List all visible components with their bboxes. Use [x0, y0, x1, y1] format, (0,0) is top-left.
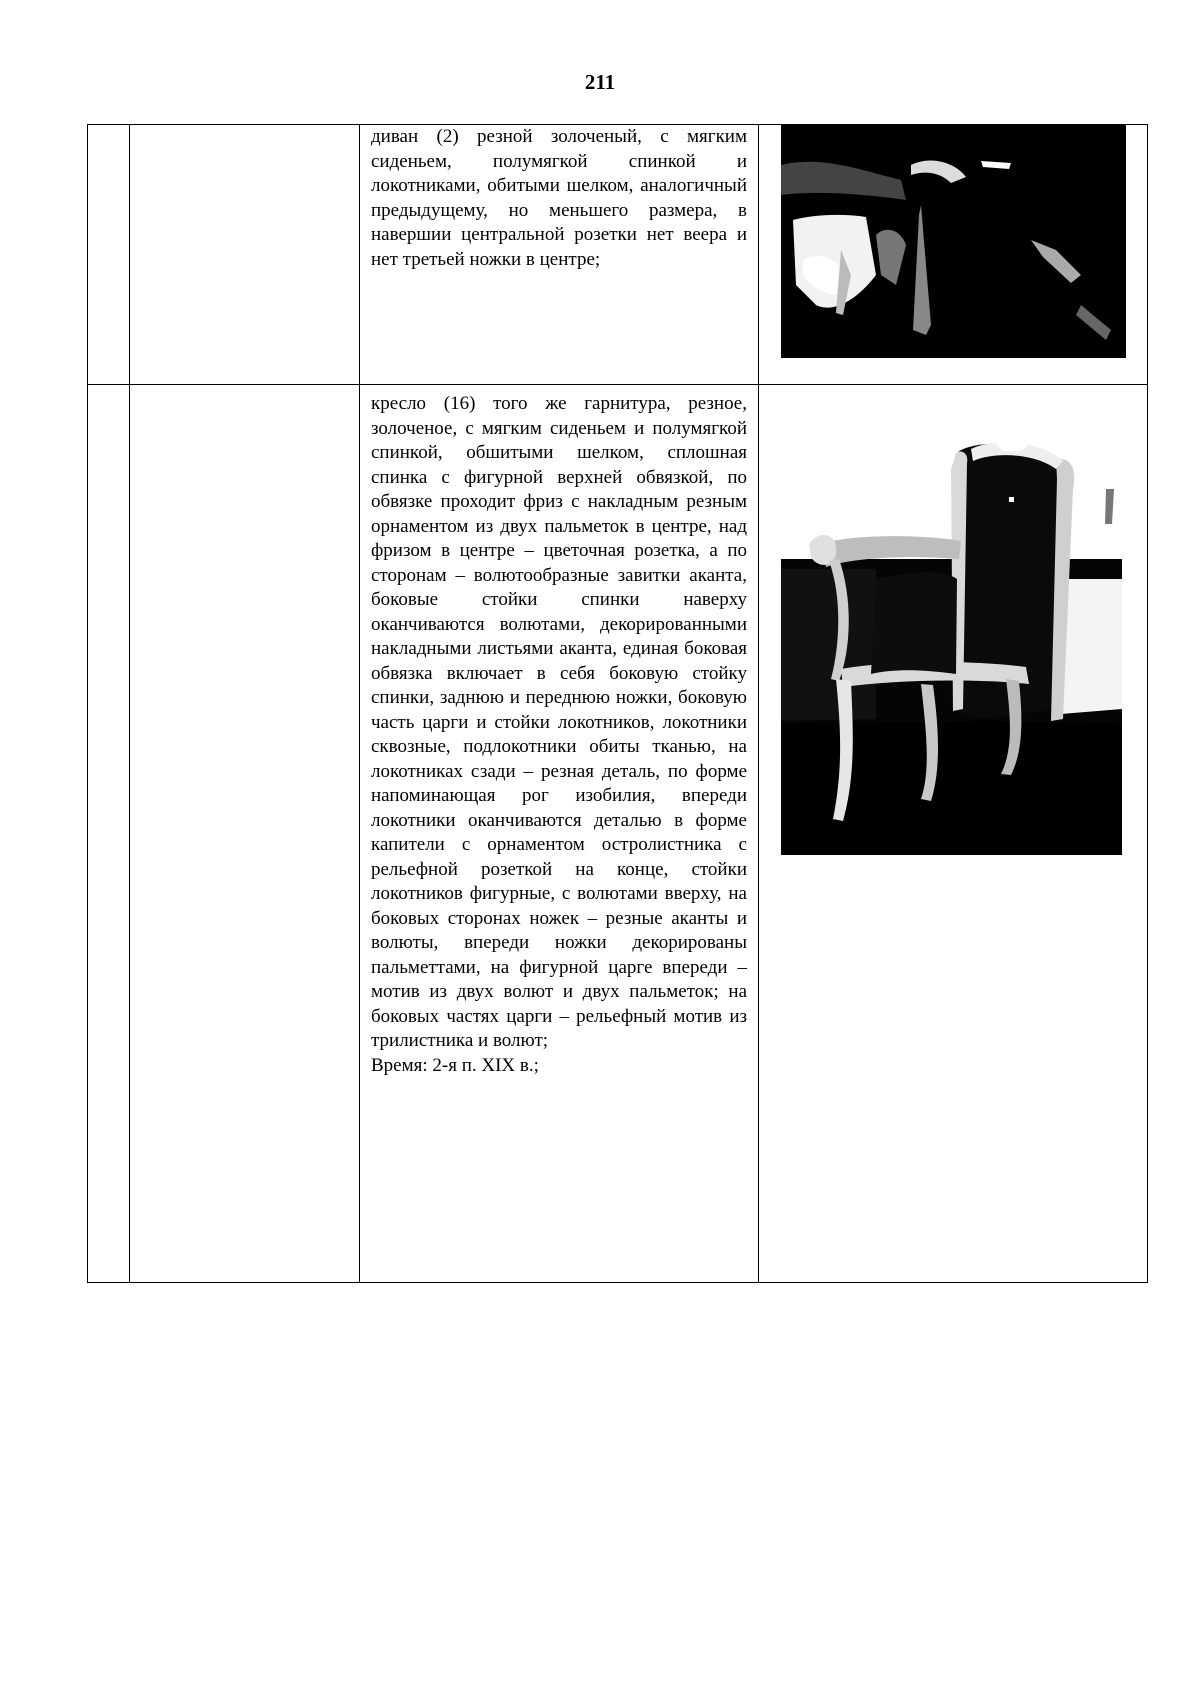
number-cell: [88, 125, 130, 385]
item-description: диван (2) резной золоченый, с мягким сиденьем, полумягкой спинкой и локотниками, обитыми шелком, аналогичный предыдущему, но меньшего размера, в навершии центральной розетки нет веера и нет третьей ножки в центре;: [371, 126, 747, 270]
armchair-photo: [781, 429, 1122, 855]
table-row: [88, 125, 1148, 385]
description-cell: [360, 125, 759, 385]
description-cell: [360, 385, 759, 1283]
number-cell: [88, 385, 130, 1283]
item-date: Время: 2-я п. XIX в.;: [371, 1054, 539, 1076]
photo-cell: [759, 125, 1148, 385]
table-row: [88, 385, 1148, 1283]
name-cell: [130, 125, 360, 385]
item-description: кресло (16) того же гарнитура, резное, золоченое, с мягким сиденьем и полумягкой спинкой, обшитыми шелком, сплошная спинка с фигурной верхней обвязкой, по обвязке проходит фриз с накладным резным орнаментом из двух пальметок в центре, над фризом в центре – цветочная розетка, а по сторонам – волютообразные завитки аканта, боковые стойки спинки наверху оканчиваются волютами, декорированными накладными листьями аканта, единая боковая обвязка включает в себя боковую стойку спинки, заднюю и переднюю ножки, боковую часть царги и стойки локотников, локотники сквозные, подлокотники обиты тканью, на локотниках сзади – резная деталь, по форме напоминающая рог изобилия, впереди локотники оканчиваются деталью в форме капители с орнаментом остролистника с рельефной розеткой на конце, стойки локотников фигурные, с волютами вверху, на боковых сторонах ножек – резные аканты и волюты, впереди ножки декорированы пальметтами, на фигурной царге впереди – мотив из двух волют и двух пальметок; на боковых частях царги – рельефный мотив из трилистника и волют;: [371, 393, 747, 1051]
page-number: 211: [584, 70, 616, 94]
inventory-table: [87, 124, 1148, 1283]
sofa-photo: [781, 125, 1126, 358]
photo-cell: [759, 385, 1148, 1283]
name-cell: [130, 385, 360, 1283]
